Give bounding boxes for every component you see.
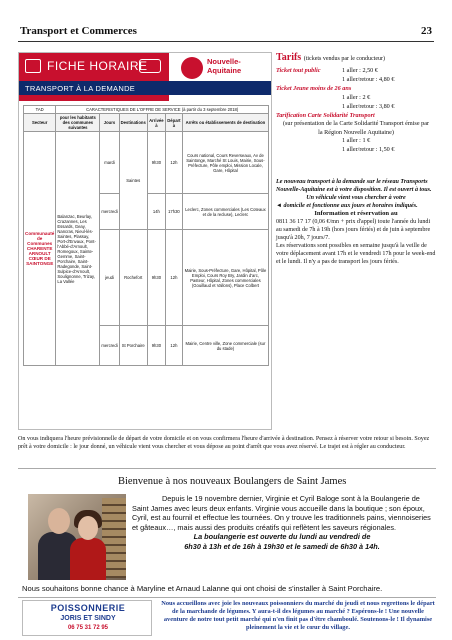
- schedule-table: [23, 105, 269, 366]
- info-line: ◄ domicile et fonctionne aux jours et horaires indiqués.: [276, 203, 418, 209]
- tarif-value: 1 aller : 1 €: [342, 137, 371, 144]
- transport-paragraph: On vous indiquera l'heure prévisionnelle de départ de votre domicile et on vous confirmera l'heure d'arrivée à destination. Pensez à réserver votre retour si besoin. Soyez prêt à votre domicile : le jour donné, un véhicule vient vous chercher et vous dépose au point d'arrêt que vous avez réservé. Le trajet est à régler au conducteur.: [18, 436, 430, 450]
- table-header: Arrêts ou établissements de destination: [182, 114, 268, 132]
- day-cell: mercredi: [100, 194, 119, 230]
- arrival-cell: 9h30: [147, 132, 165, 194]
- poissonnerie-text: Nous accueillons avec joie les nouveaux poissonniers du marché du jeudi et nous regrettons le départ de la marchande de légumes. Y aura-t-il des légumes au marché ? Espérons-le ! Une nouvelle aventure de notre tout petit marché qui n'en finit pas d'être chamboulé. Soutenons-le ! Il dynamise pleinement la vie et le cœur du village.: [161, 600, 435, 631]
- page-number: 23: [421, 25, 432, 37]
- opening-hours-1: La boulangerie est ouverte du lundi au vendredi de: [193, 532, 371, 542]
- table-header: pour les habitants des communes suivantes: [56, 114, 100, 132]
- table-top-left: TAD: [24, 106, 56, 114]
- table-header: Destinations: [119, 114, 147, 132]
- bakers-photo: [28, 494, 126, 580]
- arrival-cell: 9h30: [147, 326, 165, 366]
- day-cell: mercredi: [100, 326, 119, 366]
- boulangers-paragraph: Depuis le 19 novembre dernier, Virginie et Cyril Baloge sont à la Boulangerie de Saint James avec leurs deux enfants. Virginie vous accueille dans la boutique ; son époux, Cyril, est au fournil et effectue les tournées. On y trouve les traditionnels pains, viennoiseries et gâteaux…, mais aussi des produits créatifs qui reflètent les saveurs régionales.: [132, 494, 431, 532]
- tarifs-note: (tickets vendus par le conducteur): [303, 56, 386, 62]
- tarifs-title: Tarifs: [276, 52, 302, 63]
- tarifs-section: [276, 52, 436, 155]
- region-logo-icon: [181, 57, 203, 79]
- transport-info: [276, 178, 436, 266]
- boulangers-text: [132, 494, 432, 552]
- reservation-body: 0811 36 17 17 (0,06 €/mn + prix d'appel) toute l'année du lundi au samedi de 7h à 19h (hors jours fériés) et de juin à septembre jusqu'à 20h, 7 jours/7.: [276, 219, 431, 241]
- fiche-title: FICHE HORAIRE: [47, 59, 148, 73]
- stops-cell: Cours national, Cours Reverseaux, Av de Saintonge, Marché St Louis, Mairie, Sous-Préfecture, Pôle emploi, Mission Locale, Gare, Hôpital: [182, 132, 268, 194]
- poissonnerie-name: JORIS ET SINDY: [60, 615, 116, 622]
- departure-cell: 12h: [165, 326, 182, 366]
- reservation-title: Information et réservation au: [314, 210, 398, 217]
- calendar-icon: [25, 59, 41, 73]
- tarif-value: 1 aller : 2 €: [342, 93, 371, 101]
- stops-cell: Mairie, Centre ville, Zone commerciale (sur du stade): [182, 326, 268, 366]
- tarif-label: Ticket tout public: [276, 67, 321, 74]
- stops-cell: Mairie, Sous-Préfecture, Gare, Hôpital, Pôle Emploi, Cours Roy Bry, Jardin d'arc, Pasteur, Hôpital, Zones commerciales (Gouillaud et Vallons), Place Colbert: [182, 230, 268, 326]
- tarifs-heading: [276, 52, 436, 63]
- tarif-value: 1 aller/retour : 4,80 €: [342, 76, 395, 83]
- table-row: [24, 132, 269, 194]
- table-header: Jours: [100, 114, 119, 132]
- poissonnerie-title: POISSONNERIE: [50, 603, 126, 613]
- fiche-horaire-image: [18, 52, 272, 430]
- day-cell: jeudi: [100, 230, 119, 326]
- region-name: Nouvelle-Aquitaine: [207, 57, 242, 75]
- communes-cell: Balanzac, Beurlay, Crazannes, Les Essards, Geay, Nancras, Nieul-lès-Saintes, Plassay, Port-d'Envaux, Pont-l'Abbé-d'Arnoult, Romegoux, Sainte-Gemme, Saint-Porchaire, Saint-Radegonde, Saint-Sulpice-d'Arnoult, Soulignonne, Trizay, La Vallée: [56, 132, 100, 366]
- bus-icon: [139, 59, 161, 73]
- stops-cell: Leclerc, Zones commerciales (Les Coteaux et de la recluse), Leclerc: [182, 194, 268, 230]
- departure-cell: 12h: [165, 230, 182, 326]
- arrival-cell: 9h30: [147, 230, 165, 326]
- table-header: Départ à: [165, 114, 182, 132]
- destination-cell: Rochefort: [119, 230, 147, 326]
- info-line: Un véhicule vient vous chercher à votre: [306, 195, 406, 201]
- divider: [18, 468, 436, 469]
- departure-cell: 12h: [165, 132, 182, 194]
- table-header: Arrivée à: [147, 114, 165, 132]
- reservation-more: Les réservations sont possibles en semaine jusqu'à la veille de votre déplacement avant 17h et le vendredi 17h pour le week-end et le lundi. Il n'y a pas de transport les jours fériés.: [276, 243, 436, 265]
- destination-cell: Saintes: [119, 132, 147, 230]
- poissonnerie-ad: [22, 600, 152, 636]
- region-logo: [181, 55, 269, 81]
- tarif-value: 1 aller/retour : 1,50 €: [342, 146, 395, 153]
- tarif-value: 1 aller/retour : 3,80 €: [342, 102, 395, 110]
- page-header: [18, 20, 434, 42]
- departure-cell: 17h30: [165, 194, 182, 230]
- arrival-cell: 14h: [147, 194, 165, 230]
- boulangers-title: Bienvenue à nos nouveaux Boulangers de Saint James: [118, 476, 347, 487]
- tarif-label: Tarification Carte Solidarité Transport: [276, 111, 375, 119]
- day-cell: mardi: [100, 132, 119, 194]
- tarif-value: 1 aller : 2,50 €: [342, 67, 378, 74]
- page-title: Transport et Commerces: [20, 25, 137, 37]
- fiche-banner: [19, 53, 272, 101]
- tarif-label: Ticket Jeune moins de 26 ans: [276, 85, 352, 92]
- destination-cell: St Porchaire: [119, 326, 147, 366]
- tarif-note: (sur présentation de la Carte Solidarité Transport émise par la Région Nouvelle Aquitaine): [282, 120, 430, 136]
- poissonnerie-phone: 06 75 31 72 95: [67, 625, 109, 631]
- opening-hours-2: 6h30 à 13h et de 16h à 19h30 et le samedi de 6h30 à 14h.: [184, 541, 380, 551]
- info-intro: Le nouveau transport à la demande sur le réseau Transports Nouvelle-Aquitaine est à votre disposition. Il est ouvert à tous.: [276, 179, 432, 193]
- sector-cell: Communauté de Communes CHARENTE ARNOULT CŒUR DE SAINTONGE: [24, 132, 56, 366]
- table-caption: CARACTERISTIQUES DE L'OFFRE DE SERVICE (à partir du 3 septembre 2018): [56, 106, 269, 114]
- divider: [18, 597, 436, 598]
- fiche-subtitle: TRANSPORT À LA DEMANDE: [19, 81, 272, 95]
- souhait-text: Nous souhaitons bonne chance à Maryline et Arnaud Lalanne qui ont choisi de s'installer à Saint Porchaire.: [22, 584, 383, 593]
- table-header: Secteur: [24, 114, 56, 132]
